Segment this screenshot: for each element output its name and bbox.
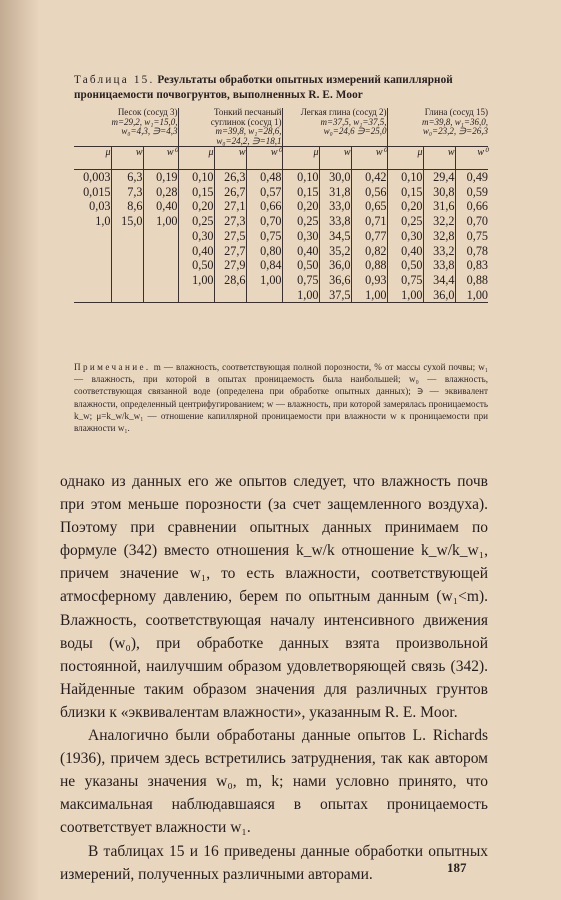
table-cell: 0,71: [351, 214, 387, 229]
table-cell: 30,8: [423, 185, 455, 200]
table-cell: 1,00: [246, 273, 282, 288]
table-cell: 0,77: [351, 229, 387, 244]
column-symbol: w⁰: [455, 147, 488, 170]
table-cell: 0,19: [143, 170, 178, 185]
table-row: [74, 273, 488, 288]
table-cell: [143, 258, 178, 273]
table-cell: 1,0: [95, 214, 111, 229]
table-cell: 37,5: [319, 288, 351, 303]
page-number: 187: [447, 860, 467, 875]
table-row: [74, 244, 488, 259]
table-cell: 31,6: [423, 199, 455, 214]
table-row: [74, 258, 488, 273]
table-cell: 1,00: [387, 288, 423, 303]
table-cell: 0,82: [351, 244, 387, 259]
column-symbol: w: [423, 147, 455, 170]
table-cell: 0,70: [246, 214, 282, 229]
table-cell: 0,10: [282, 170, 319, 185]
table-cell: [143, 229, 178, 244]
table-cell: 0,10: [387, 170, 423, 185]
table-title: Результаты обработки опытных измерений капиллярной проницаемости почвогрунтов, выполненных R. E. Moor: [74, 74, 453, 101]
table-cell: 34,5: [319, 229, 351, 244]
table-cell: 0,25: [282, 214, 319, 229]
table-row: [74, 199, 488, 214]
table-cell: 8,6: [111, 199, 143, 214]
table-cell: 0,84: [246, 258, 282, 273]
table-cell: 0,30: [387, 229, 423, 244]
table-cell: 0,49: [455, 170, 488, 185]
table-cell: 33,0: [319, 199, 351, 214]
group-header: Песок (сосуд 3) m=29,2, w₁=15,0, w₀=4,3, ∋=4,3: [74, 108, 178, 147]
table-row: [74, 185, 488, 200]
table-cell: 0,78: [455, 244, 488, 259]
table-cell: 0,30: [178, 229, 214, 244]
paragraph: Аналогично были обработаны данные опытов L. Richards (1936), причем здесь встретились затруднения, так как автором не указаны значения w₀, m, k; нами условно принято, что максимальная наблюдавшаяся в опытах проницаемость соответствует влажности w₁.: [60, 727, 488, 837]
note-lead: Примечание.: [74, 362, 151, 372]
body-text: [60, 470, 488, 886]
table-cell: [111, 258, 143, 273]
column-symbol: w⁰: [143, 147, 178, 170]
table-cell: 0,48: [246, 170, 282, 185]
column-symbol: μ: [74, 147, 111, 170]
table-cell: 0,003: [83, 170, 111, 184]
table-group-header: [74, 108, 488, 147]
table-cell: [74, 244, 111, 259]
table-cell: 0,88: [455, 273, 488, 288]
page-edge-shadow: [0, 0, 40, 900]
table-row: [74, 214, 488, 229]
table-cell: 0,40: [387, 244, 423, 259]
table-row: [74, 170, 488, 185]
table-cell: 36,0: [319, 258, 351, 273]
table-cell: 29,4: [423, 170, 455, 185]
table-cell: 0,75: [246, 229, 282, 244]
table-cell: 0,88: [351, 258, 387, 273]
table-cell: 0,30: [282, 229, 319, 244]
table-cell: 36,6: [319, 273, 351, 288]
table-cell: 1,00: [178, 273, 214, 288]
table-cell: 27,9: [214, 258, 246, 273]
table-cell: 0,015: [83, 184, 111, 199]
table-cell: 28,6: [214, 273, 246, 288]
table-cell: 0,75: [282, 273, 319, 288]
table-row: [74, 229, 488, 244]
table-cell: [111, 288, 143, 303]
table-cell: 0,65: [351, 199, 387, 214]
table-cell: 0,93: [351, 273, 387, 288]
note-text: m — влажность, соответствующая полной порозности, % от массы сухой почвы; w₁ — влажность, при которой в опытах проницаемость была наибольшей; w₀ — влажность, соответствующая связанной воде (определена при обработке опытных данных); ∋ — эквивалент влажности, определенный центрифугированием; w — влажность, при которой замерялась проницаемость k_w; μ=k_w/k_w₁ — отношение капиллярной проницаемости при влажности w к проницаемости при влажности w₁.: [74, 362, 488, 434]
table-cell: [246, 288, 282, 303]
table-symbol-row: [74, 147, 488, 170]
table-label: Таблица 15.: [74, 74, 155, 86]
table-cell: [111, 244, 143, 259]
table-cell: [74, 229, 111, 244]
table-cell: 0,75: [387, 273, 423, 288]
table-cell: 33,8: [423, 258, 455, 273]
table-cell: 0,57: [246, 185, 282, 200]
table-cell: [143, 288, 178, 303]
group-header: Тонкий песчаный суглинок (сосуд 1) m=39,8, w₁=28,6, w₀=24,2, ∋=18,1: [178, 108, 282, 147]
table-cell: 30,0: [319, 170, 351, 185]
column-symbol: w: [319, 147, 351, 170]
table-cell: [178, 288, 214, 303]
table-cell: 0,03: [89, 199, 111, 214]
table-cell: 0,40: [178, 244, 214, 259]
table-cell: 1,00: [351, 288, 387, 303]
table-cell: 27,3: [214, 214, 246, 229]
table-note: [74, 361, 488, 434]
table-cell: 33,8: [319, 214, 351, 229]
paragraph: однако из данных его же опытов следует, что влажность почв при этом меньше порозности (за счет защемленного воздуха). Поэтому при сравнении опытных данных принимаем по формуле (342) вместо отношения k_w/k отношение k_w/k_w₁, причем значение w₁, то есть влажности, соответствующей атмосферному давлению, берем по опытным данным (w₁<m). Влажность, соответствующая началу интенсивного движения воды (w₀), при обработке данных взята произвольной постоянной, наилучшим образом удовлетворяющей связь (342). Найденные таким образом значения для различных грунтов близки к «эквивалентам влажности», указанным R. E. Moor.: [60, 473, 488, 721]
table-body: [74, 170, 488, 303]
table-cell: 0,20: [282, 199, 319, 214]
table-cell: 0,59: [455, 185, 488, 200]
table-cell: [111, 273, 143, 288]
table-cell: 0,50: [387, 258, 423, 273]
table-cell: 34,4: [423, 273, 455, 288]
group-header: Легкая глина (сосуд 2) m=37,5, w₁=37,5, w₀=24,6 ∋=25,0: [282, 108, 387, 147]
table-cell: [74, 258, 111, 273]
table-cell: 27,7: [214, 244, 246, 259]
table-cell: 31,8: [319, 185, 351, 200]
table-cell: 0,66: [246, 199, 282, 214]
table-cell: [214, 288, 246, 303]
table-cell: 0,40: [282, 244, 319, 259]
table-cell: [143, 273, 178, 288]
table-cell: [111, 229, 143, 244]
table-cell: 33,2: [423, 244, 455, 259]
table-cell: 0,15: [387, 185, 423, 200]
table-cell: 26,7: [214, 185, 246, 200]
column-symbol: w: [214, 147, 246, 170]
table-cell: 7,3: [111, 185, 143, 200]
table-cell: 15,0: [111, 214, 143, 229]
table-cell: 1,00: [455, 288, 488, 303]
table-cell: 36,0: [423, 288, 455, 303]
table-cell: 0,50: [178, 258, 214, 273]
table-cell: 0,20: [387, 199, 423, 214]
column-symbol: w: [111, 147, 143, 170]
table-cell: 0,75: [455, 229, 488, 244]
table-cell: 0,20: [178, 199, 214, 214]
table-cell: 1,00: [143, 214, 178, 229]
table-cell: 0,83: [455, 258, 488, 273]
table-cell: 0,25: [387, 214, 423, 229]
table-cell: 32,2: [423, 214, 455, 229]
table-cell: 0,80: [246, 244, 282, 259]
table-cell: 0,70: [455, 214, 488, 229]
table-cell: 1,00: [282, 288, 319, 303]
table-cell: 0,15: [282, 185, 319, 200]
column-symbol: μ: [282, 147, 319, 170]
table-cell: 27,5: [214, 229, 246, 244]
table-cell: [74, 288, 111, 303]
table-cell: 0,40: [143, 199, 178, 214]
results-table: [74, 108, 488, 303]
table-cell: 0,66: [455, 199, 488, 214]
table-cell: 32,8: [423, 229, 455, 244]
table-cell: 0,10: [178, 170, 214, 185]
table-cell: 0,15: [178, 185, 214, 200]
table-caption: [74, 73, 514, 103]
table-cell: 0,28: [143, 185, 178, 200]
column-symbol: μ: [178, 147, 214, 170]
column-symbol: w⁰: [246, 147, 282, 170]
table-cell: 6,3: [111, 170, 143, 185]
table-cell: 0,42: [351, 170, 387, 185]
column-symbol: w⁰: [351, 147, 387, 170]
column-symbol: μ: [387, 147, 423, 170]
group-header: Глина (сосуд 15) m=39,8, w₁=36,0, w₀=23,2, ∋=26,3: [387, 108, 488, 147]
table-cell: [74, 273, 111, 288]
table-row: [74, 288, 488, 303]
table-cell: [143, 244, 178, 259]
table-cell: 27,1: [214, 199, 246, 214]
table-cell: 0,25: [178, 214, 214, 229]
table-cell: 0,50: [282, 258, 319, 273]
table-cell: 26,3: [214, 170, 246, 185]
table-cell: 0,56: [351, 185, 387, 200]
table-cell: 35,2: [319, 244, 351, 259]
paragraph: В таблицах 15 и 16 приведены данные обработки опытных измерений, полученных различными авторами.: [60, 842, 488, 883]
